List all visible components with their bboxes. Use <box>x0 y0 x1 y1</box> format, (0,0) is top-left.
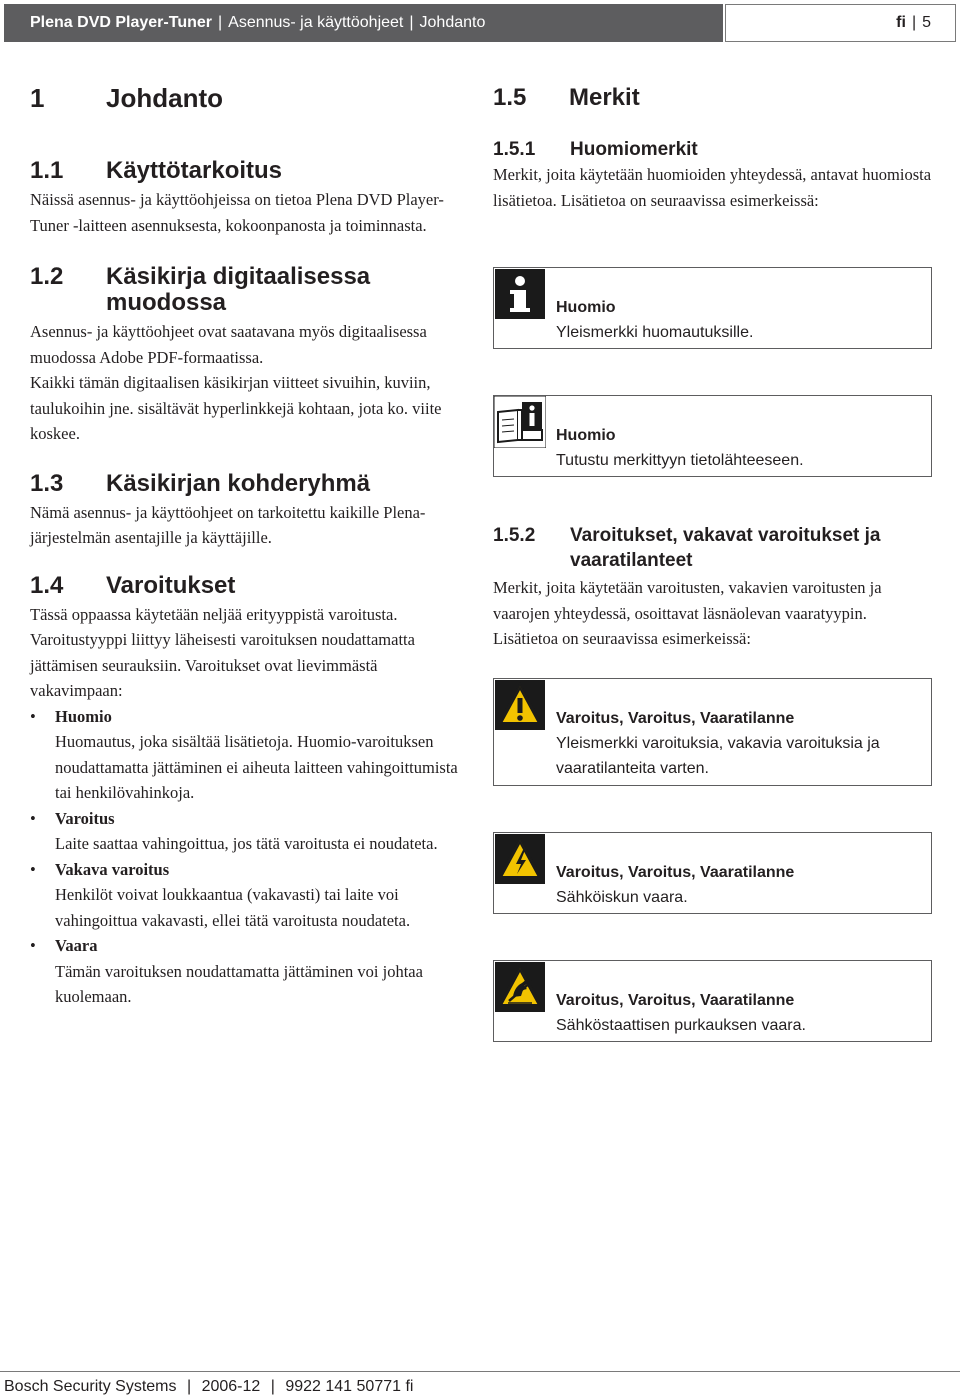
header-language: fi <box>896 14 906 31</box>
notice-text: Sähköiskun vaara. <box>556 889 688 906</box>
info-icon <box>494 268 546 320</box>
notice-box-warning <box>493 678 932 786</box>
header-product: Plena DVD Player-Tuner <box>30 14 212 31</box>
notice-text: Yleismerkki varoituksia, vakavia varoituksia ja vaaratilanteita varten. <box>556 735 880 777</box>
section-heading-1-5-1: 1.5.1 Huomiomerkit <box>493 139 698 160</box>
list-item: • Varoitus Laite saattaa vahingoittua, jos tätä varoitusta ei noudateta. <box>30 806 470 857</box>
footer-company: Bosch Security Systems <box>4 1378 177 1395</box>
footer-document-number: 9922 141 50771 <box>285 1378 402 1395</box>
book-info-icon <box>494 396 546 448</box>
list-item: • Vaara Tämän varoituksen noudattamatta jättäminen voi johtaa kuolemaan. <box>30 933 470 1010</box>
section-1-5-1-text: Merkit, joita käytetään huomioiden yhteydessä, antavat huomiosta lisätietoa. Lisätietoa on seuraavissa esimerkeissä: <box>493 165 932 210</box>
section-heading-1-5: 1.5 Merkit <box>493 84 640 111</box>
esd-icon <box>494 961 546 1013</box>
section-heading-1-4: 1.4 Varoitukset <box>30 571 236 599</box>
section-1-2-text-2: Kaikki tämän digitaalisen käsikirjan viitteet sivuihin, kuviin, taulukoihin jne. sisältävät hyperlinkkejä kohtaan, jota ko. viite koskee. <box>30 373 442 443</box>
chapter-heading: 1 Johdanto <box>30 82 223 113</box>
notice-text: Yleismerkki huomautuksille. <box>556 324 754 341</box>
notice-title: Huomio <box>556 299 616 316</box>
electric-shock-icon <box>494 833 546 885</box>
list-item: • Huomio Huomautus, joka sisältää lisätietoja. Huomio-varoituksen noudattamatta jättäminen ei aiheuta laitteen vahingoittumista tai henkilövahinkoja. <box>30 704 470 806</box>
warning-types-list <box>30 704 470 1010</box>
notice-box-reference <box>493 395 932 477</box>
notice-text: Tutustu merkittyyn tietolähteeseen. <box>556 452 804 469</box>
section-1-1-text: Näissä asennus- ja käyttöohjeissa on tietoa Plena DVD Player-Tuner -laitteen asennuksesta, kokoonpanosta ja toiminnasta. <box>30 190 444 235</box>
notice-box-esd <box>493 960 932 1042</box>
section-1-2-text-1: Asennus- ja käyttöohjeet ovat saatavana myös digitaalisessa muodossa Adobe PDF-formaatissa. <box>30 322 427 367</box>
notice-title: Varoitus, Varoitus, Vaaratilanne <box>556 992 795 1009</box>
section-heading-1-5-2: 1.5.2 Varoitukset, vakavat varoitukset ja vaaratilanteet <box>493 525 881 571</box>
footer-date: 2006-12 <box>201 1378 261 1395</box>
section-1-3-text: Nämä asennus- ja käyttöohjeet on tarkoitettu kaikille Plena-järjestelmän asentajille ja käyttäjille. <box>30 502 426 547</box>
notice-title: Huomio <box>556 427 616 444</box>
warning-exclamation-icon <box>494 679 546 731</box>
footer-language: fi <box>405 1378 414 1395</box>
notice-box-info <box>493 267 932 349</box>
header-chapter: Johdanto <box>419 14 486 31</box>
section-1-4-text: Tässä oppaassa käytetään neljää erityyppistä varoitusta. Varoitustyyppi liittyy läheisesti varoituksen noudattamatta jättämisen seurauksiin. Varoitukset ovat lievimmästä vakavimpaan: <box>30 604 415 700</box>
running-footer: Bosch Security Systems | 2006-12 | 9922 141 50771 fi <box>0 1371 960 1400</box>
notice-title: Varoitus, Varoitus, Vaaratilanne <box>556 710 795 727</box>
section-heading-1-2: 1.2 Käsikirja digitaalisessa muodossa <box>30 263 371 316</box>
section-heading-1-3: 1.3 Käsikirjan kohderyhmä <box>30 469 371 497</box>
left-column <box>30 78 470 1010</box>
right-column <box>493 80 933 213</box>
header-page-number: 5 <box>922 14 931 31</box>
notice-title: Varoitus, Varoitus, Vaaratilanne <box>556 864 795 881</box>
section-1-5-2 <box>493 523 933 652</box>
notice-text: Sähköstaattisen purkauksen vaara. <box>556 1017 806 1034</box>
header-page-info: fi | 5 <box>725 4 956 42</box>
list-item: • Vakava varoitus Henkilöt voivat loukkaantua (vakavasti) tai laite voi vahingoittua vakavasti, ellei tätä varoitusta noudateta. <box>30 857 470 934</box>
notice-box-electric-shock <box>493 832 932 914</box>
section-1-5-2-text: Merkit, joita käytetään varoitusten, vakavien varoitusten ja vaarojen yhteydessä, osoittavat läsnäolevan vaaratyypin. Lisätietoa on seuraavissa esimerkeissä: <box>493 578 882 648</box>
running-header: Plena DVD Player-Tuner | Asennus- ja käyttöohjeet | Johdanto <box>4 4 723 42</box>
header-document-title: Asennus- ja käyttöohjeet <box>228 14 404 31</box>
section-heading-1-1: 1.1 Käyttötarkoitus <box>30 157 283 184</box>
